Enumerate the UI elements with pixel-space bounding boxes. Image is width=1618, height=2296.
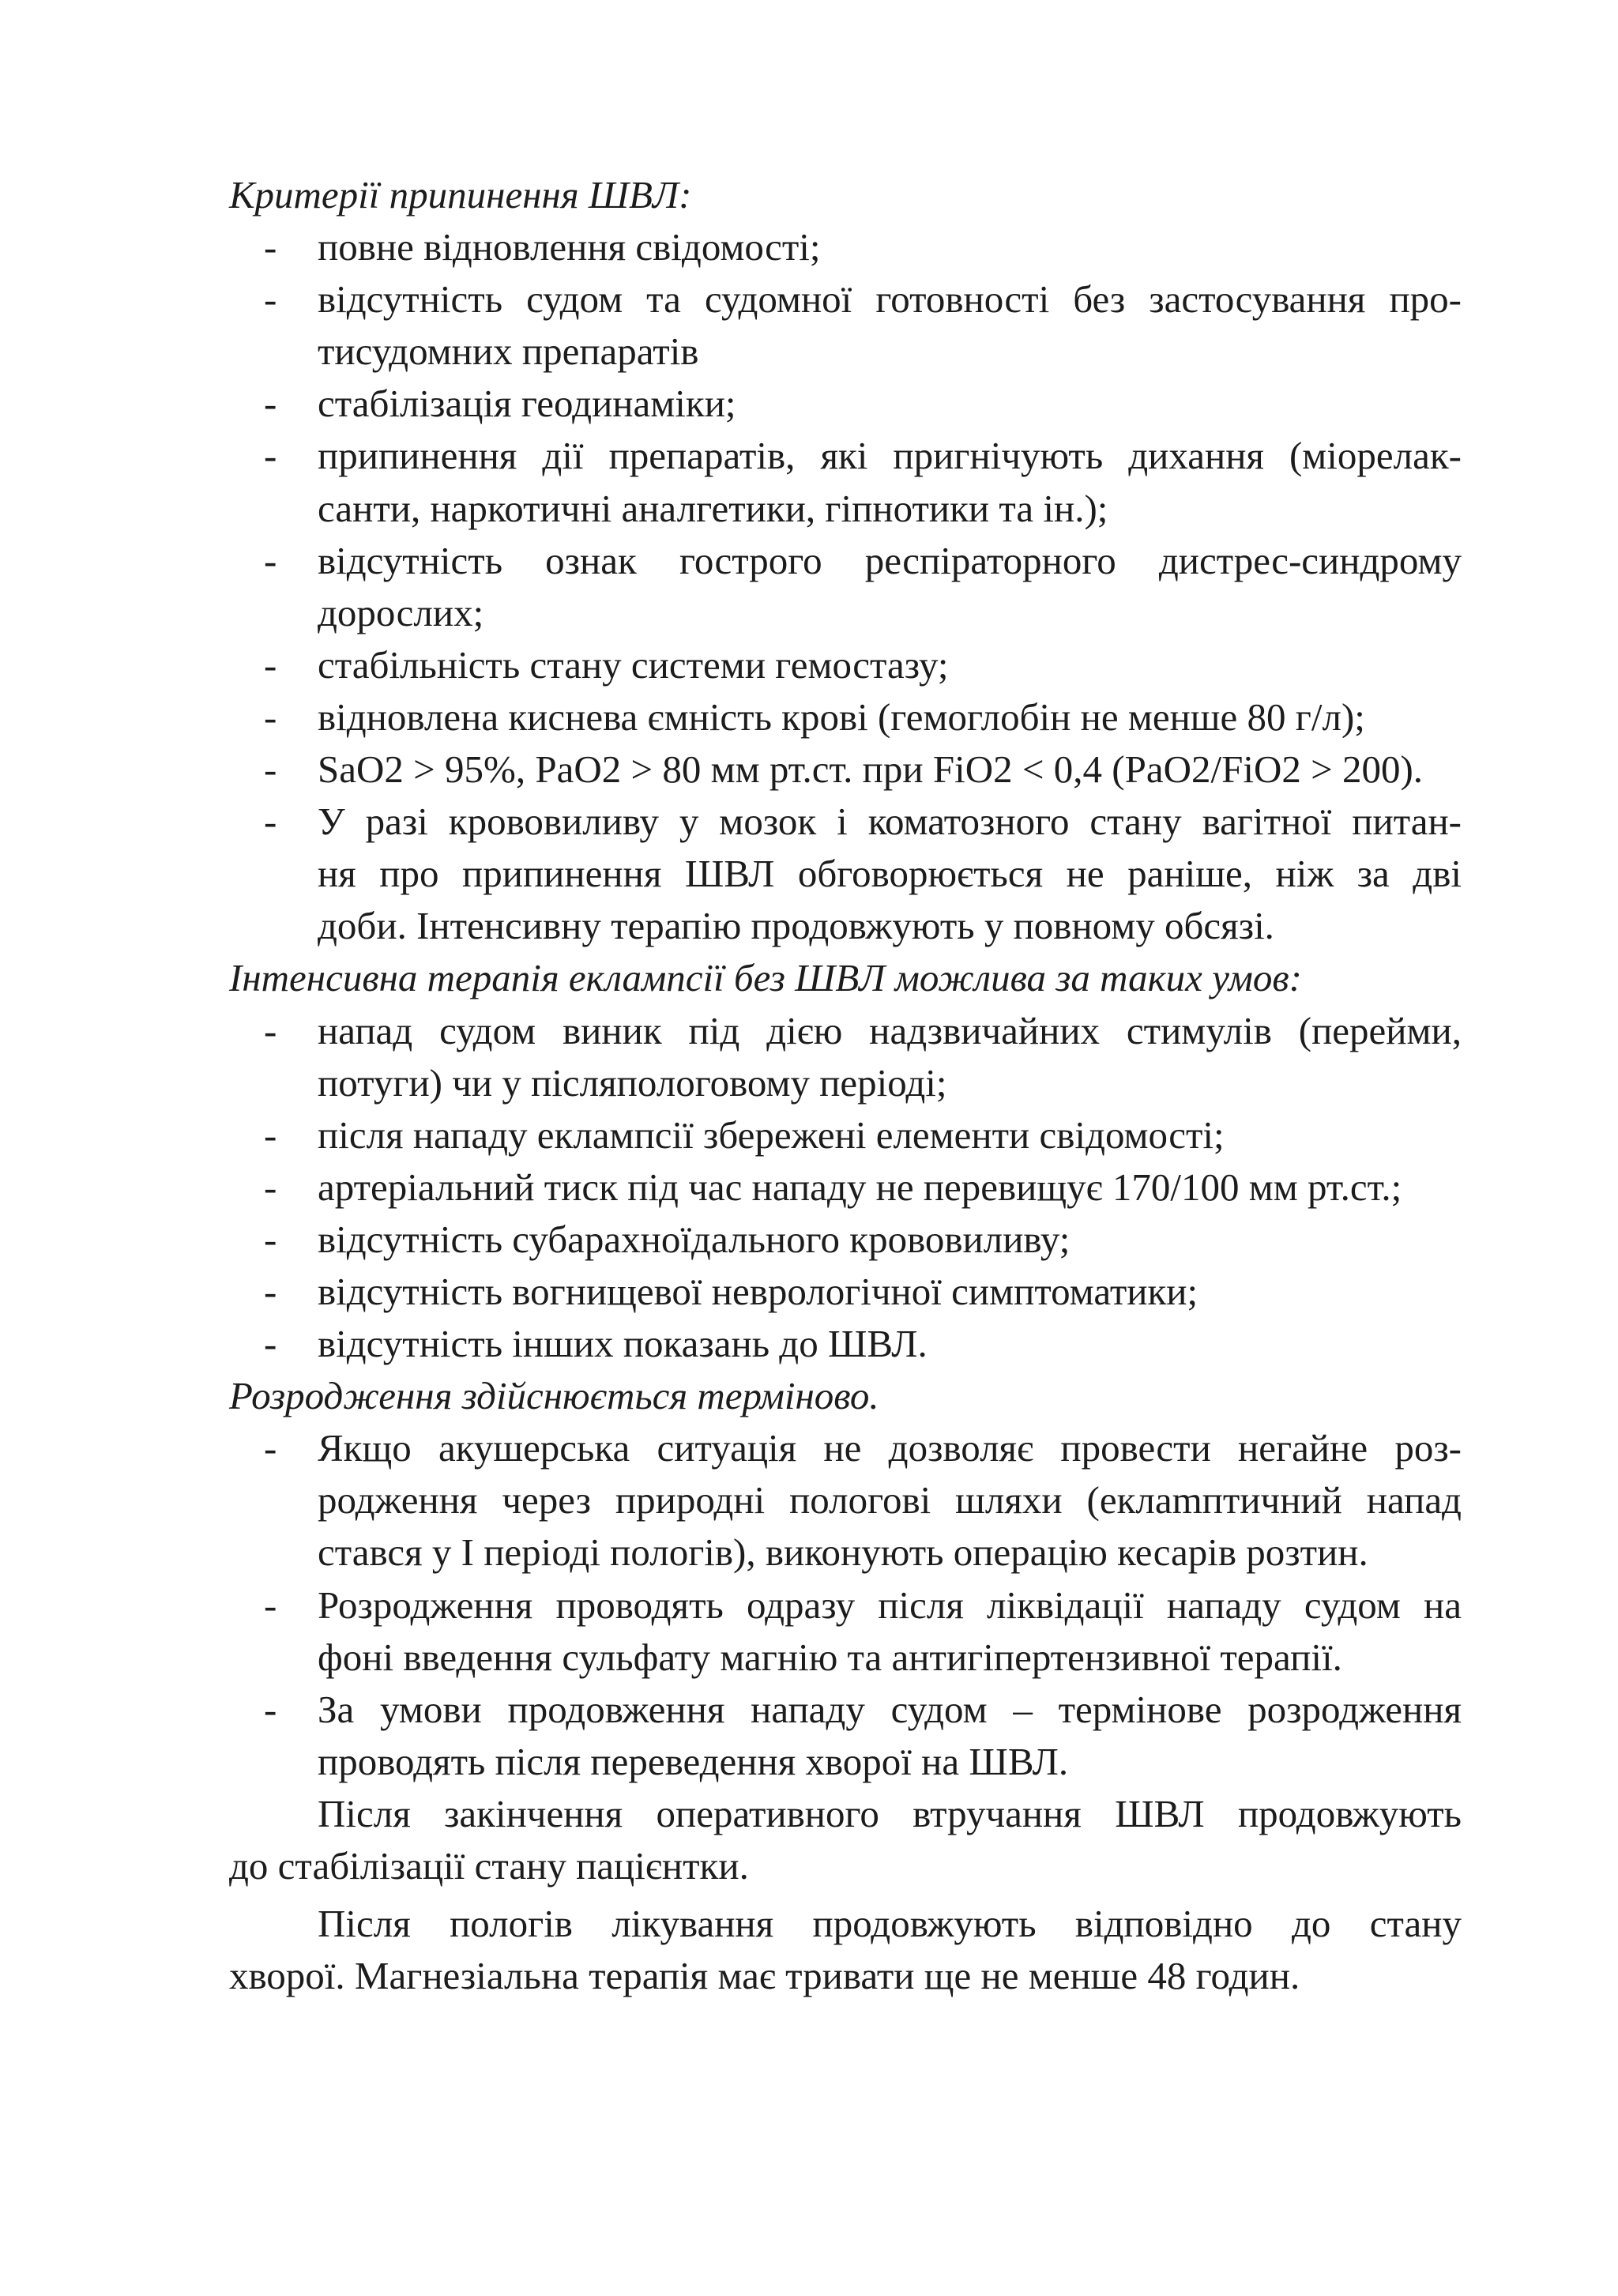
bullet-dash: - xyxy=(264,1217,277,1261)
paragraph-line: Після закінчення оперативного втручання ШВЛ продовжують xyxy=(318,1791,1462,1835)
bullet-dash: - xyxy=(264,538,277,582)
list-item-text: напад судом виник під дією надзвичайних стимулів (перейми, xyxy=(318,1008,1462,1052)
list-item xyxy=(229,221,1462,273)
section-heading-delivery: Розродження здійснюється терміново. xyxy=(229,1374,879,1418)
list-item-text: За умови продовження нападу судом – термінове розродження xyxy=(318,1687,1462,1731)
bullet-dash: - xyxy=(264,1008,277,1052)
list-item-text: стався у І періоді пологів), виконують операцію кесарів розтин. xyxy=(318,1530,1368,1575)
list-item-text: Якщо акушерська ситуація не дозволяє провести негайне роз- xyxy=(318,1426,1462,1470)
bullet-dash: - xyxy=(264,1687,277,1731)
list-item-text: припинення дії препаратів, які пригнічують дихання (міорелак- xyxy=(318,434,1462,478)
bullet-dash: - xyxy=(264,642,277,687)
list-item xyxy=(229,1109,1462,1161)
paragraph xyxy=(229,1898,1462,2002)
paragraph xyxy=(229,1788,1462,1892)
bullet-dash: - xyxy=(264,1322,277,1366)
bullet-dash: - xyxy=(264,800,277,844)
list-item-text: проводять після переведення хворої на ШВЛ. xyxy=(318,1739,1069,1783)
bullet-dash: - xyxy=(264,1165,277,1209)
list-item-text: потуги) чи у післяпологовому періоді; xyxy=(318,1060,947,1105)
list-item xyxy=(229,1005,1462,1109)
bullet-dash: - xyxy=(264,1112,277,1157)
bullet-dash: - xyxy=(264,434,277,478)
list-item-text: фоні введення сульфату магнію та антигіпертензивної терапії. xyxy=(318,1635,1342,1679)
section-heading-vent-criteria: Критерії припинення ШВЛ: xyxy=(229,173,692,216)
list-item xyxy=(229,1266,1462,1318)
list-item-text: У разі крововиливу у мозок і коматозного стану вагітної питан- xyxy=(318,800,1462,844)
paragraph-line: Після пологів лікування продовжують відповідно до стану xyxy=(318,1902,1462,1946)
list-item-text: доби. Інтенсивну терапію продовжують у повному обсязі. xyxy=(318,904,1274,948)
list-item xyxy=(229,1318,1462,1370)
list-item xyxy=(229,796,1462,952)
list-item-text: стабільність стану системи гемостазу; xyxy=(318,642,949,687)
list-item-text: відсутність судом та судомної готовності без застосування про- xyxy=(318,277,1462,322)
list-item-text: відсутність вогнищевої неврологічної симптоматики; xyxy=(318,1269,1198,1313)
list-item-text: стабілізація геодинаміки; xyxy=(318,382,736,426)
bullet-dash: - xyxy=(264,1583,277,1627)
paragraph-line: до стабілізації стану пацієнтки. xyxy=(229,1844,749,1888)
list-item-text: санти, наркотичні аналгетики, гіпнотики та ін.); xyxy=(318,486,1108,530)
list-item-text: дорослих; xyxy=(318,590,484,634)
list-item xyxy=(229,430,1462,534)
list-item xyxy=(229,743,1462,796)
list-item xyxy=(229,273,1462,378)
section-heading-therapy-without-vent: Інтенсивна терапія еклампсії без ШВЛ можлива за таких умов: xyxy=(229,956,1302,1000)
list-item-text: Розродження проводять одразу після ліквідації нападу судом на xyxy=(318,1583,1462,1627)
list-item xyxy=(229,1161,1462,1214)
list-item-text: родження через природні пологові шляхи (еклamптичний напад xyxy=(318,1478,1462,1523)
list-item-text: ня про припинення ШВЛ обговорюється не раніше, ніж за дві xyxy=(318,852,1462,896)
bullet-dash: - xyxy=(264,225,277,269)
paragraph-line: хворої. Магнезіальна терапія має тривати ще не менше 48 годин. xyxy=(229,1954,1300,1998)
list-item xyxy=(229,639,1462,691)
list-item-text: після нападу еклампсії збережені елементи свідомості; xyxy=(318,1112,1225,1157)
text-column xyxy=(229,169,1462,2002)
list-item xyxy=(229,535,1462,639)
list-item xyxy=(229,1422,1462,1579)
list-item xyxy=(229,1214,1462,1266)
list-item-text: відсутність ознак гострого респіраторного дистрес-синдрому xyxy=(318,538,1462,582)
bullet-dash: - xyxy=(264,747,277,792)
list-item xyxy=(229,1579,1462,1684)
bullet-dash: - xyxy=(264,1426,277,1470)
bullet-dash: - xyxy=(264,694,277,739)
list-item-text: артеріальний тиск під час нападу не перевищує 170/100 мм рт.ст.; xyxy=(318,1165,1402,1209)
list-item-text: відсутність інших показань до ШВЛ. xyxy=(318,1322,928,1366)
list-item-text: відсутність субарахноїдального крововиливу; xyxy=(318,1217,1071,1261)
list-item-text: повне відновлення свідомості; xyxy=(318,225,821,269)
bullet-dash: - xyxy=(264,1269,277,1313)
bullet-dash: - xyxy=(264,382,277,426)
list-item xyxy=(229,691,1462,743)
bullet-dash: - xyxy=(264,277,277,322)
list-item xyxy=(229,378,1462,430)
list-item xyxy=(229,1684,1462,1788)
list-item-text: тисудомних препаратів xyxy=(318,329,699,374)
list-item-text: SaO2 > 95%, PaO2 > 80 мм рт.ст. при FiO2 < 0,4 (PaO2/FiO2 > 200). xyxy=(318,747,1424,792)
list-item-text: відновлена киснева ємність крові (гемоглобін не менше 80 г/л); xyxy=(318,694,1365,739)
